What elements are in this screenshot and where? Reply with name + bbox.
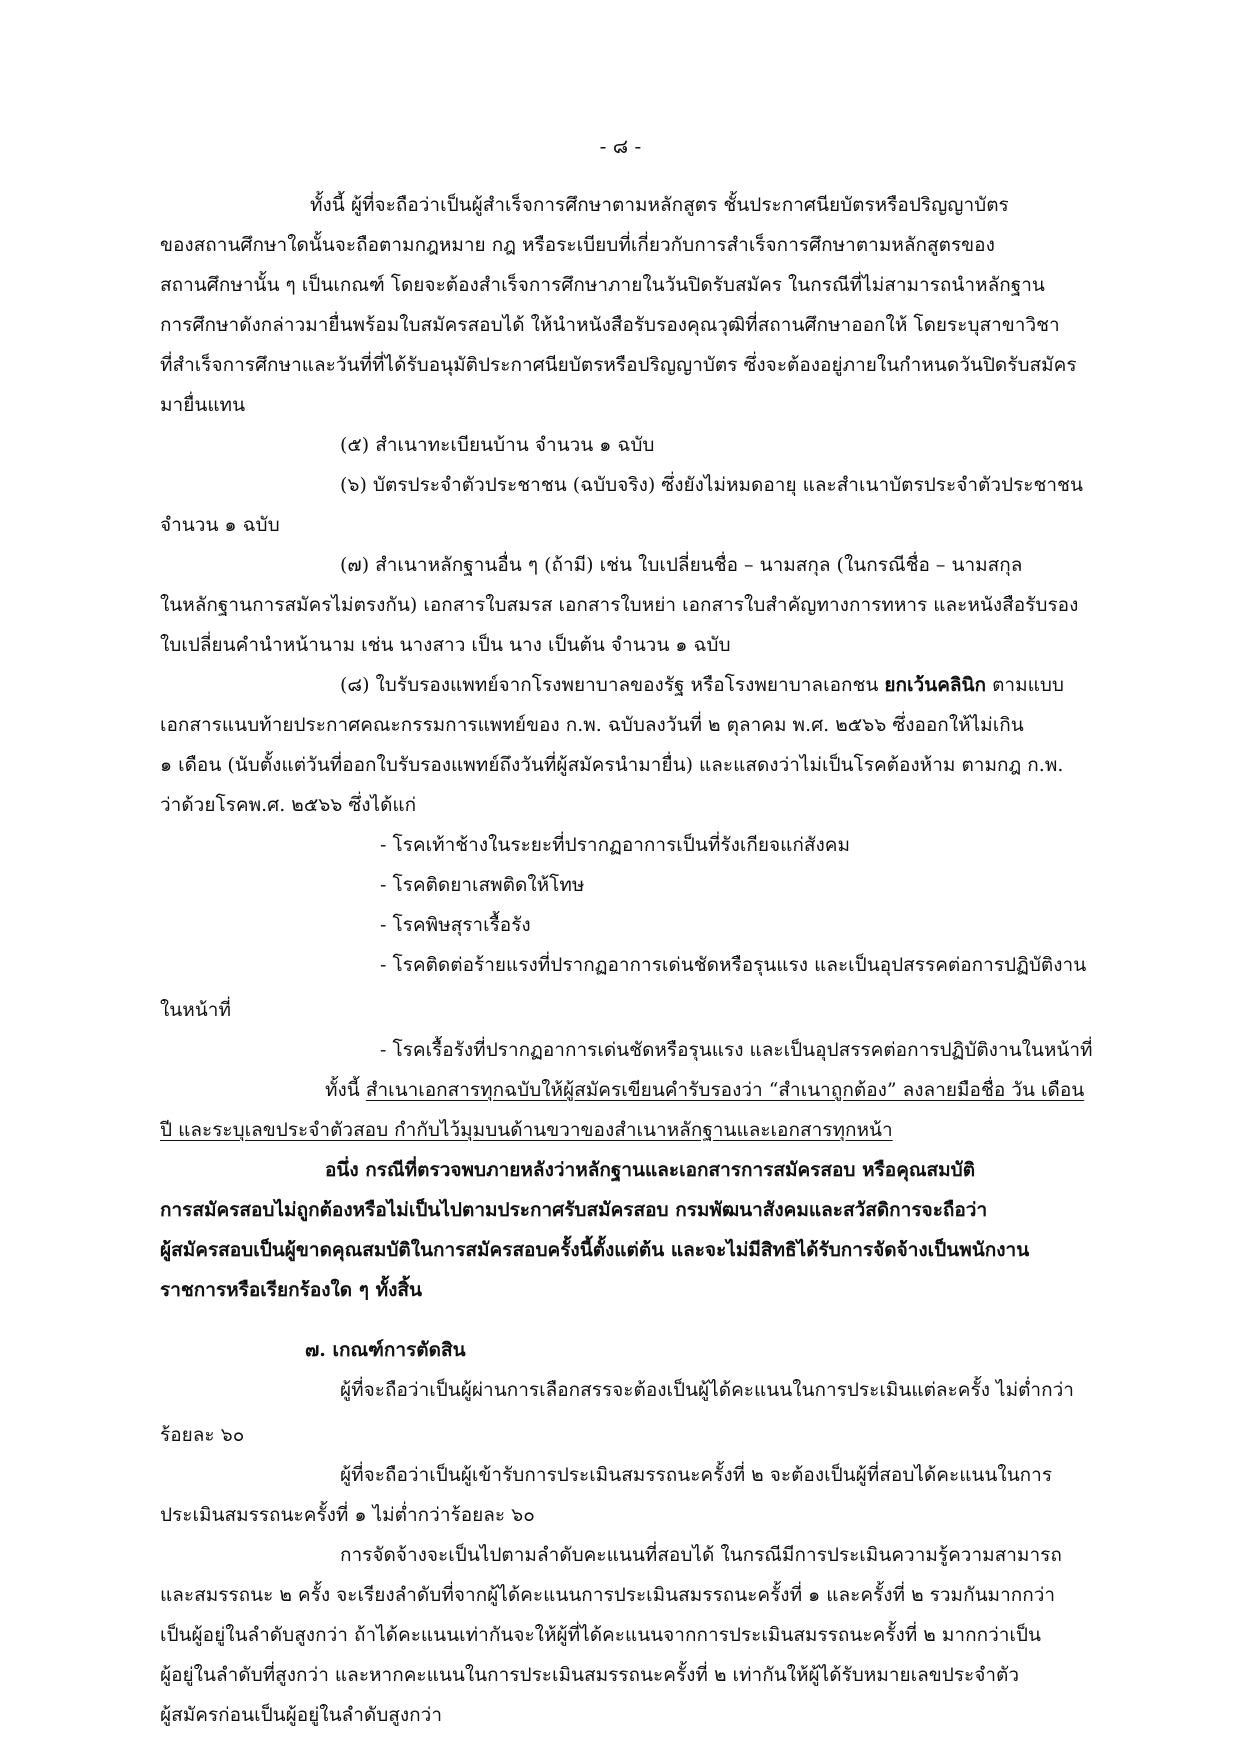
page-number: - ๘ -: [599, 134, 642, 158]
note-underlined-text: ปี และระบุเลขประจำตัวสอบ กำกับไว้มุมบนด้านขวาของสำเนาหลักฐานและเอกสารทุกหน้า: [160, 1119, 893, 1141]
item-line: (๖) บัตรประจำตัวประชาชน (ฉบับจริง) ซึ่งยังไม่หมดอายุ และสำเนาบัตรประจำตัวประชาชน: [340, 474, 1083, 496]
criteria-line: ผู้สมัครก่อนเป็นผู้อยู่ในลำดับสูงกว่า: [160, 1704, 442, 1726]
item-8-text-b: ตามแบบ: [986, 674, 1064, 696]
paragraph-line: การศึกษาดังกล่าวมายื่นพร้อมใบสมัครสอบได้ ให้นำหนังสือรับรองคุณวุฒิที่สถานศึกษาออกให้ โดยระบุสาขาวิชา: [160, 314, 1060, 336]
criteria-line: ผู้ที่จะถือว่าเป็นผู้เข้ารับการประเมินสมรรถนะครั้งที่ ๒ จะต้องเป็นผู้ที่สอบได้คะแนนในการ: [340, 1464, 1053, 1486]
paragraph-line: ทั้งนี้ ผู้ที่จะถือว่าเป็นผู้สำเร็จการศึกษาตามหลักสูตร ชั้นประกาศนียบัตรหรือปริญญาบัตร: [310, 194, 1009, 216]
criteria-line: ประเมินสมรรถนะครั้งที่ ๑ ไม่ต่ำกว่าร้อยละ ๖๐: [160, 1504, 535, 1526]
warning-line: ราชการหรือเรียกร้องใด ๆ ทั้งสิ้น: [160, 1279, 422, 1301]
note-underlined-text: สำเนาเอกสารทุกฉบับให้ผู้สมัครเขียนคำรับรองว่า “สำเนาถูกต้อง” ลงลายมือชื่อ วัน เดือน: [365, 1079, 1085, 1101]
section-heading: ๗. เกณฑ์การตัดสิน: [305, 1339, 466, 1361]
item-line: (๗) สำเนาหลักฐานอื่น ๆ (ถ้ามี) เช่น ใบเปลี่ยนชื่อ – นามสกุล (ในกรณีชื่อ – นามสกุล: [340, 554, 1023, 576]
item-line: ๑ เดือน (นับตั้งแต่วันที่ออกใบรับรองแพทย์ถึงวันที่ผู้สมัครนำมายื่น) และแสดงว่าไม่เป็นโรคต้องห้าม ตามกฎ ก.พ.: [160, 754, 1064, 776]
item-8-clinic-exception: ยกเว้นคลินิก: [884, 674, 987, 696]
item-line: ว่าด้วยโรคพ.ศ. ๒๕๖๖ ซึ่งได้แก่: [160, 794, 417, 816]
criteria-line: ผู้อยู่ในลำดับที่สูงกว่า และหากคะแนนในการประเมินสมรรถนะครั้งที่ ๒ เท่ากันให้ผู้ได้รับหมายเลขประจำตัว: [160, 1664, 1020, 1686]
list-item: - โรคเรื้อรังที่ปรากฏอาการเด่นชัดหรือรุนแรง และเป็นอุปสรรคต่อการปฏิบัติงานในหน้าที่: [380, 1039, 1093, 1061]
paragraph-line: ของสถานศึกษาใดนั้นจะถือตามกฎหมาย กฎ หรือระเบียบที่เกี่ยวกับการสำเร็จการศึกษาตามหลักสูตรของ: [160, 234, 995, 256]
list-item: - โรคเท้าช้างในระยะที่ปรากฏอาการเป็นที่รังเกียจแก่สังคม: [380, 834, 850, 856]
paragraph-line: ที่สำเร็จการศึกษาและวันที่ที่ได้รับอนุมัติประกาศนียบัตรหรือปริญญาบัตร ซึ่งจะต้องอยู่ภายในกำหนดวันปิดรับสมัคร: [160, 354, 1077, 376]
criteria-line: การจัดจ้างจะเป็นไปตามลำดับคะแนนที่สอบได้ ในกรณีมีการประเมินความรู้ความสามารถ: [340, 1544, 1062, 1566]
item-line: จำนวน ๑ ฉบับ: [160, 514, 280, 536]
item-line: เอกสารแนบท้ายประกาศคณะกรรมการแพทย์ของ ก.พ. ฉบับลงวันที่ ๒ ตุลาคม พ.ศ. ๒๕๖๖ ซึ่งออกให้ไม่เกิน: [160, 714, 1024, 736]
item-line: ใบเปลี่ยนคำนำหน้านาม เช่น นางสาว เป็น นาง เป็นต้น จำนวน ๑ ฉบับ: [160, 634, 731, 656]
list-item: - โรคพิษสุราเรื้อรัง: [380, 914, 531, 936]
warning-line: ผู้สมัครสอบเป็นผู้ขาดคุณสมบัติในการสมัครสอบครั้งนี้ตั้งแต่ต้น และจะไม่มีสิทธิได้รับการจัดจ้างเป็นพนักงาน: [160, 1239, 1030, 1261]
item-line: ในหลักฐานการสมัครไม่ตรงกัน) เอกสารใบสมรส เอกสารใบหย่า เอกสารใบสำคัญทางการทหาร และหนังสือรับรอง: [160, 594, 1079, 616]
criteria-line: เป็นผู้อยู่ในลำดับสูงกว่า ถ้าได้คะแนนเท่ากันจะให้ผู้ที่ได้คะแนนจากการประเมินสมรรถนะครั้งที่ ๒ มากกว่าเป็น: [160, 1624, 1041, 1646]
criteria-line: และสมรรถนะ ๒ ครั้ง จะเรียงลำดับที่จากผู้ได้คะแนนการประเมินสมรรถนะครั้งที่ ๑ และครั้งที่ ๒ รวมกันมากกว่า: [160, 1584, 1056, 1606]
warning-line: อนึ่ง กรณีที่ตรวจพบภายหลังว่าหลักฐานและเอกสารการสมัครสอบ หรือคุณสมบัติ: [325, 1159, 976, 1181]
warning-line: การสมัครสอบไม่ถูกต้องหรือไม่เป็นไปตามประกาศรับสมัครสอบ กรมพัฒนาสังคมและสวัสดิการจะถือว่า: [160, 1199, 988, 1221]
paragraph-line: มายื่นแทน: [160, 394, 246, 416]
paragraph-line: สถานศึกษานั้น ๆ เป็นเกณฑ์ โดยจะต้องสำเร็จการศึกษาภายในวันปิดรับสมัคร ในกรณีที่ไม่สามารถนำหลักฐาน: [160, 274, 1045, 296]
item-8-text-a: (๘) ใบรับรองแพทย์จากโรงพยาบาลของรัฐ หรือโรงพยาบาลเอกชน: [340, 674, 885, 696]
list-item: - โรคติดต่อร้ายแรงที่ปรากฏอาการเด่นชัดหรือรุนแรง และเป็นอุปสรรคต่อการปฏิบัติงาน: [380, 954, 1087, 976]
item-line: [340, 670, 1064, 700]
item-5: (๕) สำเนาทะเบียนบ้าน จำนวน ๑ ฉบับ: [340, 434, 655, 456]
note-line: [325, 1075, 1084, 1105]
note-prefix: ทั้งนี้: [325, 1079, 366, 1101]
criteria-line: ร้อยละ ๖๐: [160, 1424, 245, 1446]
criteria-line: ผู้ที่จะถือว่าเป็นผู้ผ่านการเลือกสรรจะต้องเป็นผู้ได้คะแนนในการประเมินแต่ละครั้ง ไม่ต่ำกว่า: [340, 1379, 1074, 1401]
list-item-continuation: ในหน้าที่: [160, 999, 231, 1021]
list-item: - โรคติดยาเสพติดให้โทษ: [380, 874, 585, 896]
